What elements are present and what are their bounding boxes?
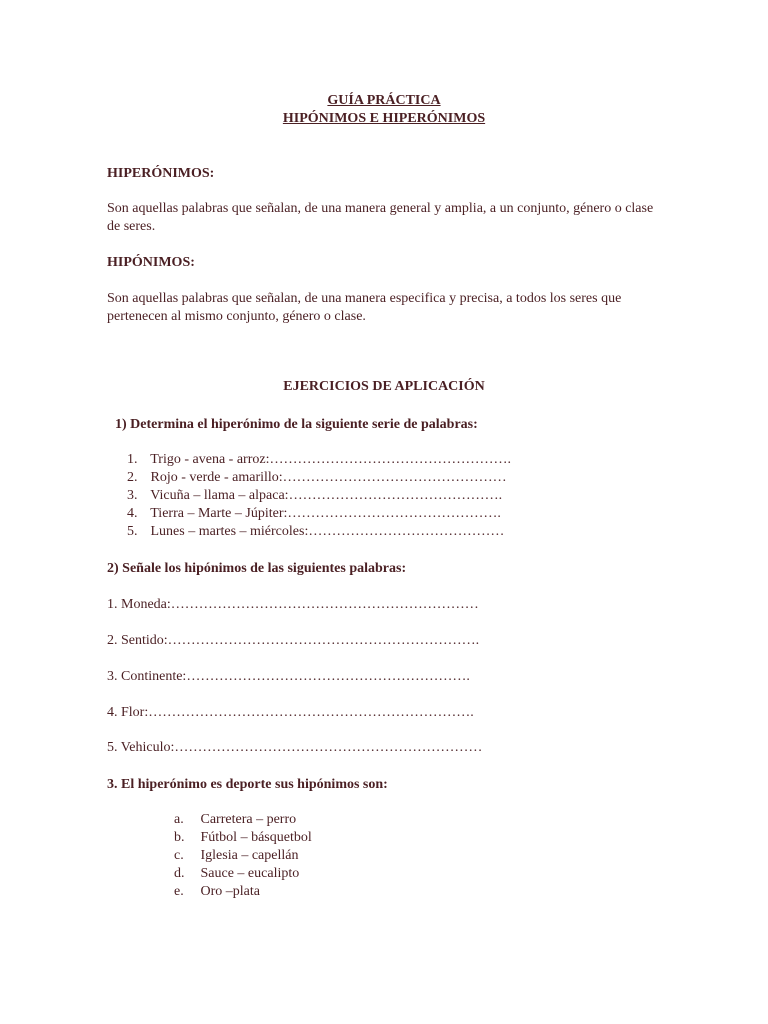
page-subtitle: HIPÓNIMOS E HIPERÓNIMOS [282,111,486,126]
exercise-2-item: 2. Sentido:…………………………………………………………. [107,633,480,648]
exercises-heading: EJERCICIOS DE APLICACIÓN [283,379,485,394]
item-number: 3. [127,488,138,503]
hyperonyms-heading: HIPERÓNIMOS: [107,166,215,181]
option-text: Iglesia – capellán [200,848,299,863]
exercise-2-item: 4. Flor:……………………………………………………………. [107,705,474,720]
option-text: Carretera – perro [200,812,297,827]
item-text: Vicuña – llama – alpaca:………………………………………. [150,488,503,503]
exercise-3-option [174,865,299,883]
exercise-1-item [127,469,507,487]
item-text: Rojo - verde - amarillo:………………………………………… [150,470,507,485]
item-number: 1. [127,452,138,467]
exercise-1-title: 1) Determina el hiperónimo de la siguiente serie de palabras: [115,417,478,432]
item-text: Trigo - avena - arroz:……………………………………………. [150,452,511,467]
exercise-2-item: 5. Vehiculo:………………………………………………………… [107,740,483,755]
option-text: Fútbol – básquetbol [200,830,312,845]
exercise-3-option [174,847,298,865]
exercise-2-item: 3. Continente:……………………………………………………. [107,669,470,684]
exercise-3-option [174,883,260,901]
hyperonyms-definition: Son aquellas palabras que señalan, de una manera general y amplia, a un conjunto, género o clase de seres. [107,201,654,234]
page-title: GUÍA PRÁCTICA [327,93,441,108]
option-letter: e. [174,884,184,899]
option-text: Oro –plata [200,884,260,899]
exercise-3-title: 3. El hiperónimo es deporte sus hipónimos son: [107,777,388,792]
exercise-2-title: 2) Señale los hipónimos de las siguientes palabras: [107,561,407,576]
item-number: 5. [127,524,138,539]
exercise-1-item [127,523,504,541]
item-text: Lunes – martes – miércoles:…………………………………… [150,524,505,539]
item-number: 4. [127,506,138,521]
exercise-3-option [174,829,312,847]
item-number: 2. [127,470,138,485]
exercise-2-item: 1. Moneda:………………………………………………………… [107,597,479,612]
option-text: Sauce – eucalipto [200,866,300,881]
item-text: Tierra – Marte – Júpiter:………………………………………. [150,506,501,521]
exercise-1-item [127,451,511,469]
option-letter: d. [174,866,185,881]
hyponyms-heading: HIPÓNIMOS: [107,255,195,270]
option-letter: a. [174,812,184,827]
hyponyms-definition: Son aquellas palabras que señalan, de una manera especifica y precisa, a todos los seres que pertenecen al mismo conjunto, género o clase. [107,291,622,324]
exercise-3-option [174,811,296,829]
option-letter: b. [174,830,185,845]
exercise-1-item [127,487,502,505]
option-letter: c. [174,848,184,863]
exercise-1-item [127,505,501,523]
